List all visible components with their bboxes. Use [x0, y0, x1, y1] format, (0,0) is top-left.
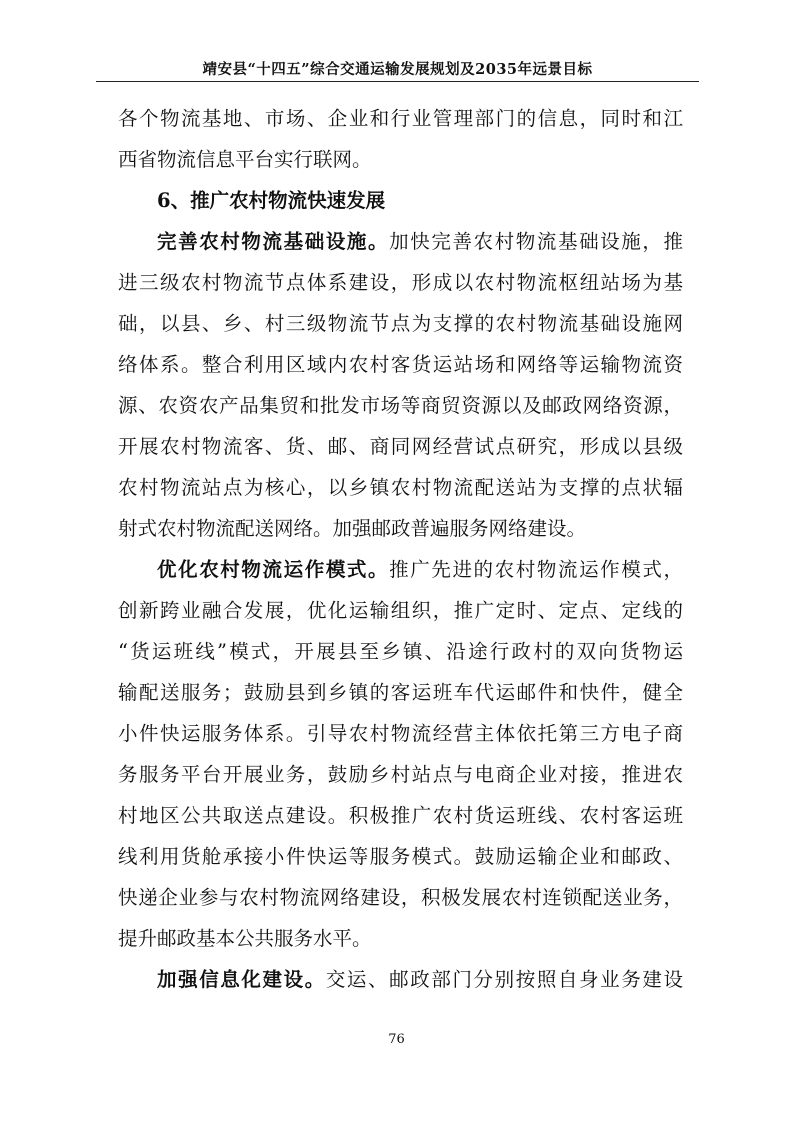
text-line: “货运班线”模式，开展县至乡镇、沿途行政村的双向货物运 — [118, 640, 683, 663]
text-line: 络体系。整合利用区域内农村客货运站场和网络等运输物流资 — [118, 353, 683, 376]
text-line: 村地区公共取送点建设。积极推广农村货运班线、农村客运班 — [118, 804, 683, 827]
text-line: 输配送服务；鼓励县到乡镇的客运班车代运邮件和快件，健全 — [118, 681, 683, 704]
text-span: 加快完善农村物流基础设施，推 — [389, 230, 683, 253]
text-line: 快递企业参与农村物流网络建设，积极发展农村连锁配送业务， — [118, 886, 683, 909]
text-span: 交运、邮政部门分别按照自身业务建设 — [325, 968, 683, 991]
paragraph-first-line — [118, 549, 683, 590]
paragraph-lead: 优化农村物流运作模式。 — [157, 558, 390, 581]
text-line: 开展农村物流客、货、邮、商同网经营试点研究，形成以县级 — [118, 435, 683, 458]
paragraph-lead: 加强信息化建设。 — [157, 968, 326, 991]
text-line: 小件快运服务体系。引导农村物流经营主体依托第三方电子商 — [118, 722, 683, 745]
paragraph-first-line — [118, 221, 683, 262]
section-heading: 6、推广农村物流快速发展 — [157, 189, 386, 212]
paragraph-lead: 完善农村物流基础设施。 — [157, 230, 390, 253]
page-number: 76 — [388, 1032, 405, 1047]
text-line: 础，以县、乡、村三级物流节点为支撑的农村物流基础设施网 — [118, 312, 683, 335]
text-line: 线利用货舱承接小件快运等服务模式。鼓励运输企业和邮政、 — [118, 845, 683, 868]
text-line: 西省物流信息平台实行联网。 — [118, 148, 372, 171]
body-text — [118, 98, 683, 1000]
paragraph-first-line — [118, 959, 683, 1000]
text-line: 各个物流基地、市场、企业和行业管理部门的信息，同时和江 — [118, 107, 683, 130]
text-line: 进三级农村物流节点体系建设，形成以农村物流枢纽站场为基 — [118, 271, 683, 294]
header-rule — [96, 81, 699, 82]
text-line: 源、农资农产品集贸和批发市场等商贸资源以及邮政网络资源， — [118, 394, 683, 417]
running-header: 靖安县“十四五”综合交通运输发展规划及2035年远景目标 — [202, 61, 593, 78]
text-line: 射式农村物流配送网络。加强邮政普遍服务网络建设。 — [118, 517, 587, 540]
text-line: 务服务平台开展业务，鼓励乡村站点与电商企业对接，推进农 — [118, 763, 683, 786]
text-line: 创新跨业融合发展，优化运输组织，推广定时、定点、定线的 — [118, 599, 683, 622]
text-span: 推广先进的农村物流运作模式， — [389, 558, 683, 581]
text-line: 提升邮政基本公共服务水平。 — [118, 927, 372, 950]
text-line: 农村物流站点为核心，以乡镇农村物流配送站为支撑的点状辐 — [118, 476, 683, 499]
